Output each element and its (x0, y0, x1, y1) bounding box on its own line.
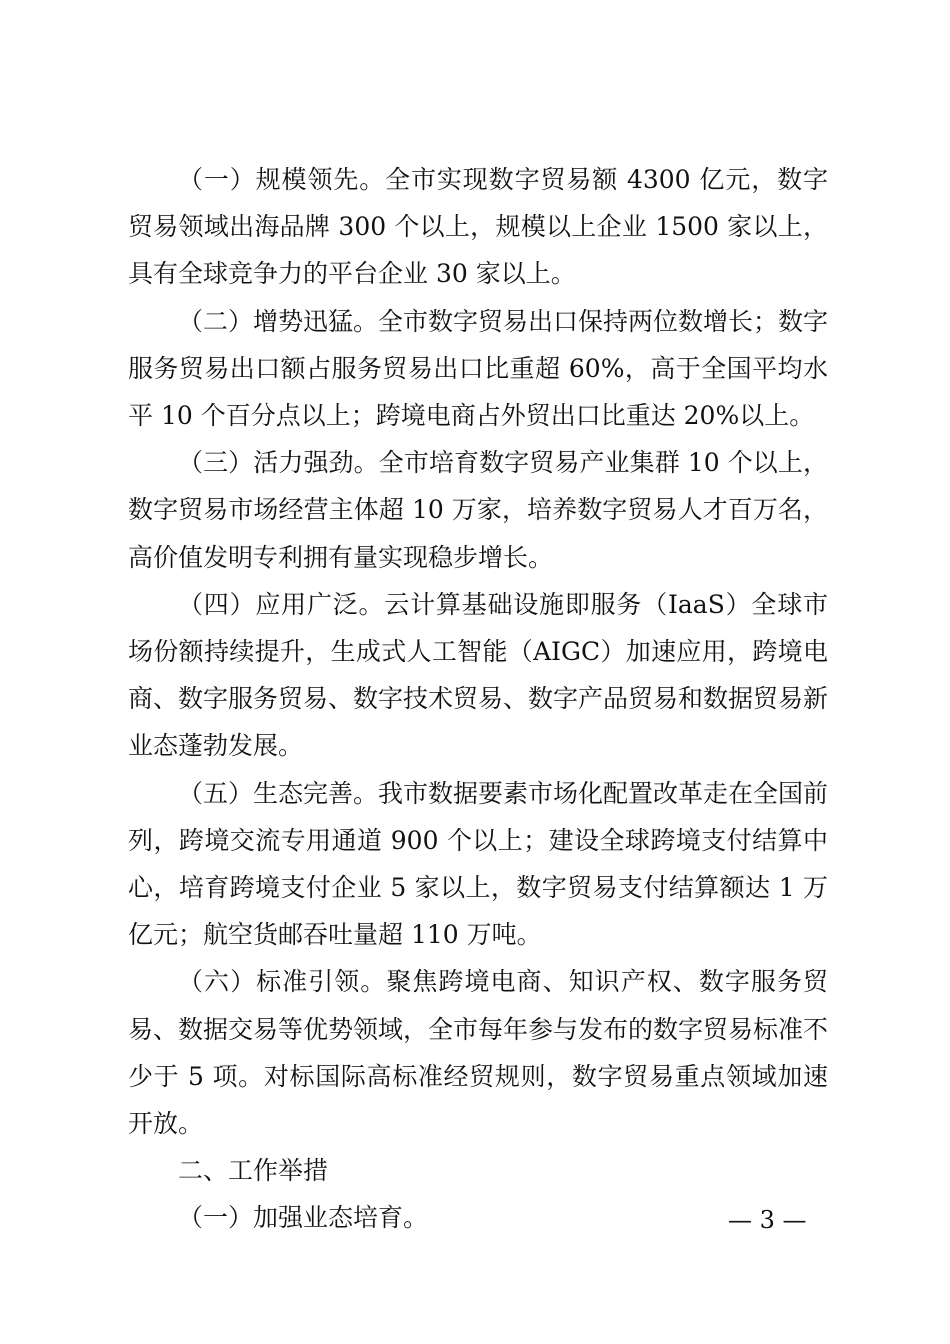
paragraph-growth: （二）增势迅猛。全市数字贸易出口保持两位数增长；数字服务贸易出口额占服务贸易出口比重超 60%，高于全国平均水平 10 个百分点以上；跨境电商占外贸出口比重达 20%以上。 (128, 306, 829, 431)
page-number: — 3 — (728, 1206, 807, 1234)
paragraph-scale-leading: （一）规模领先。全市实现数字贸易额 4300 亿元，数字贸易领域出海品牌 300 个以上，规模以上企业 1500 家以上，具有全球竞争力的平台企业 30 家以上。 (128, 165, 828, 289)
subsection-heading: （一）加强业态培育。 (178, 1203, 429, 1233)
document-body (128, 156, 828, 1242)
paragraph-standards: （六）标准引领。聚焦跨境电商、知识产权、数字服务贸易、数据交易等优势领域，全市每年参与发布的数字贸易标准不少于 5 项。对标国际高标准经贸规则，数字贸易重点领域加速开放。 (128, 967, 829, 1139)
section-heading: 二、工作举措 (178, 1156, 329, 1186)
paragraph-vitality: （三）活力强劲。全市培育数字贸易产业集群 10 个以上，数字贸易市场经营主体超 10 万家，培养数字贸易人才百万名，高价值发明专利拥有量实现稳步增长。 (128, 448, 828, 572)
paragraph-ecosystem: （五）生态完善。我市数据要素市场化配置改革走在全国前列，跨境交流专用通道 900 个以上；建设全球跨境支付结算中心，培育跨境支付企业 5 家以上，数字贸易支付结算额达 1 万亿元；航空货邮吞吐量超 110 万吨。 (128, 778, 829, 950)
paragraph-application: （四）应用广泛。云计算基础设施即服务（IaaS）全球市场份额持续提升，生成式人工智能（AIGC）加速应用，跨境电商、数字服务贸易、数字技术贸易、数字产品贸易和数据贸易新业态蓬勃发展。 (128, 589, 829, 761)
